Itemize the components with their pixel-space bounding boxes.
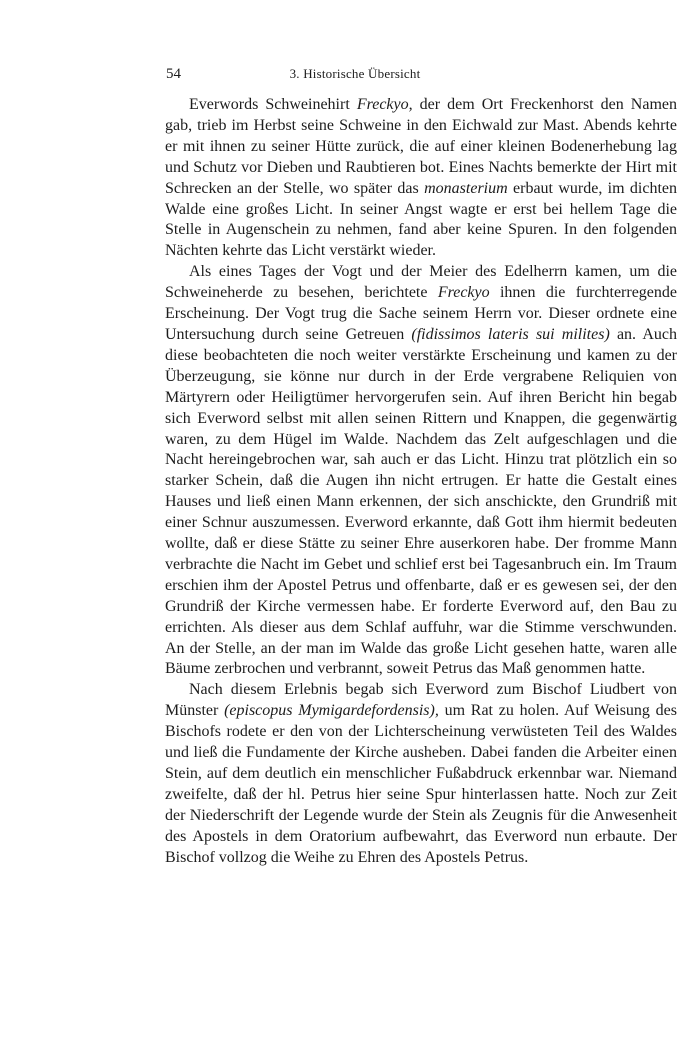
text-run: erbaut wurde, im dichten Walde eine großes Licht. In seiner Angst wagte er erst bei hellem Tage die Stelle in Augenschein zu nehmen, fand aber keine Spuren. In den folgenden Nächten kehrte das Licht verstärkt wieder. xyxy=(165,179,677,260)
text-run: um Rat zu holen. Auf Weisung des Bischofs rodete er den von der Lichterscheinung verwüsteten Teil des Waldes und ließ die Fundamente der Kirche ausheben. Dabei fanden die Arbeiter einen Stein, auf dem deutlich ein menschlicher Fußabdruck erkennbar war. Niemand zweifelte, daß der hl. Petrus hier seine Spur hinterlassen hatte. Noch zur Zeit der Niederschrift der Legende wurde der Stein als Zeugnis für die Anwesenheit des Apostels in dem Oratorium aufbewahrt, das Everword nun erbaute. Der Bischof vollzog die Weihe zu Ehren des Apostels Petrus. xyxy=(165,702,677,866)
italic-run: monasterium xyxy=(424,179,508,197)
running-head: 3. Historische Übersicht xyxy=(289,66,421,81)
body-text xyxy=(165,95,677,869)
italic-run: (episcopus Mymigardefordensis), xyxy=(224,702,439,720)
paragraph xyxy=(165,95,677,262)
text-run: der dem Ort Freckenhorst den Namen gab, trieb im Herbst seine Schweine in den Eichwald zur Mast. Abends kehrte er mit ihnen zu seiner Hütte zurück, die auf einer kleinen Bodenerhebung lag und Schutz vor Dieben und Raubtieren bot. Eines Nachts bemerkte der Hirt mit Schrecken an der Stelle, wo später das xyxy=(165,96,677,197)
text-run: an. Auch diese beobachteten die noch weiter verstärkte Erscheinung und kamen zu der Überzeugung, sie könne nur durch in der Erde vergrabene Reliquien von Märtyrern oder Heiligtümer hervorgerufen sein. Auf ihren Bericht hin begab sich Everword selbst mit allen seinen Rittern und Knappen, die gegenwärtig waren, zu dem Hügel im Walde. Nachdem das Zelt aufgeschlagen und die Nacht hereingebrochen war, sah auch er das Licht. Hinzu trat plötzlich ein so starker Schein, daß die Augen ihn nicht ertrugen. Er hatte die Gestalt eines Hauses und ließ einen Mann erkennen, der sich anschickte, den Grundriß mit einer Schnur auszumessen. Everword erkannte, daß Gott ihm hiermit bedeuten wollte, daß er diese Stätte zu seiner Ehre auserkoren habe. Der fromme Mann verbrachte die Nacht im Gebet und schlief erst bei Tagesanbruch ein. Im Traum erschien ihm der Apostel Petrus und offenbarte, daß er es gewesen sei, der den Grundriß der Kirche vermessen habe. Er forderte Everword auf, den Bau zu errichten. Als dieser aus dem Schlaf auffuhr, war die Stimme verschwunden. An der Stelle, an der man im Walde das große Licht gesehen hatte, waren alle Bäume zerbrochen und verbrannt, soweit Petrus das Maß genommen hatte. xyxy=(165,325,677,678)
italic-run: (fidissimos lateris sui milites) xyxy=(411,325,610,343)
italic-run: Freckyo, xyxy=(356,96,413,113)
text-run: Als eines Tages der Vogt und der Meier des Edelherrn kamen, um die Schweineherde zu besehen, berichtete xyxy=(165,263,677,302)
text-run: Everwords Schweinehirt xyxy=(189,96,357,113)
italic-run: Freckyo xyxy=(437,284,490,302)
text-run: Nach diesem Erlebnis begab sich Everword zum Bischof Liudbert von Münster xyxy=(165,681,677,720)
text-run: ihnen die furchterregende Erscheinung. Der Vogt trug die Sache seinem Herrn vor. Dieser ordnete eine Untersuchung durch seine Getreuen xyxy=(165,284,678,343)
paragraph xyxy=(165,262,677,680)
paragraph xyxy=(165,680,677,868)
page-number: 54 xyxy=(166,66,181,82)
